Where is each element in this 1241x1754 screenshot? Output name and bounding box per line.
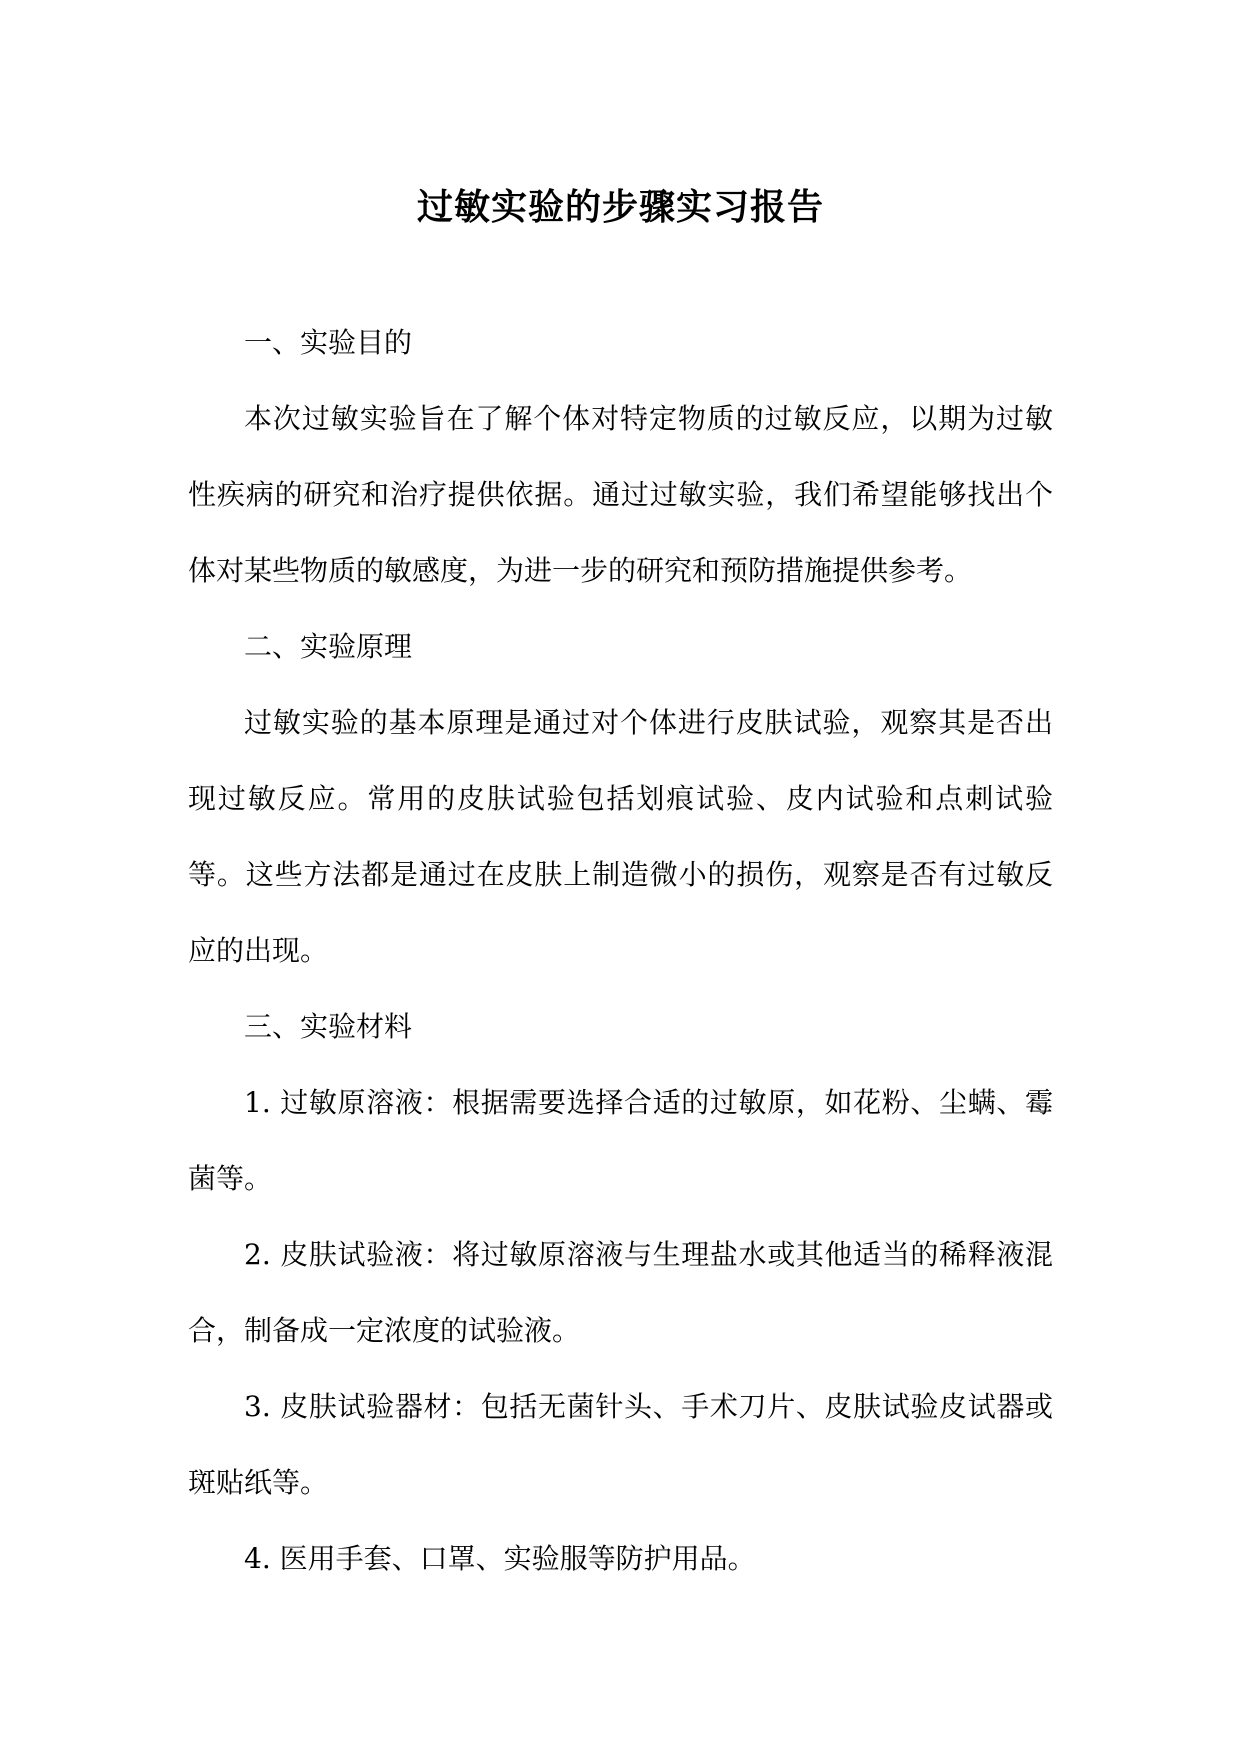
paragraph-principle: 过敏实验的基本原理是通过对个体进行皮肤试验，观察其是否出现过敏反应。常用的皮肤试验包括划痕试验、皮内试验和点刺试验等。这些方法都是通过在皮肤上制造微小的损伤，观察是否有过敏反应的出现。 bbox=[188, 706, 1053, 967]
list-item-protective-gear: 4. 医用手套、口罩、实验服等防护用品。 bbox=[244, 1542, 756, 1575]
section-heading-materials: 三、实验材料 bbox=[244, 1010, 413, 1043]
paragraph-purpose: 本次过敏实验旨在了解个体对特定物质的过敏反应，以期为过敏性疾病的研究和治疗提供依据。通过过敏实验，我们希望能够找出个体对某些物质的敏感度，为进一步的研究和预防措施提供参考。 bbox=[188, 402, 1053, 587]
list-item-allergen-solution: 1. 过敏原溶液：根据需要选择合适的过敏原，如花粉、尘螨、霉菌等。 bbox=[188, 1086, 1053, 1195]
document-title: 过敏实验的步骤实习报告 bbox=[416, 186, 824, 228]
list-item-skin-test-liquid: 2. 皮肤试验液：将过敏原溶液与生理盐水或其他适当的稀释液混合，制备成一定浓度的试验液。 bbox=[188, 1238, 1053, 1347]
section-heading-principle: 二、实验原理 bbox=[244, 630, 413, 663]
document-body bbox=[188, 305, 1053, 1597]
list-item-skin-test-equipment: 3. 皮肤试验器材：包括无菌针头、手术刀片、皮肤试验皮试器或斑贴纸等。 bbox=[188, 1390, 1053, 1499]
section-heading-purpose: 一、实验目的 bbox=[244, 326, 413, 359]
